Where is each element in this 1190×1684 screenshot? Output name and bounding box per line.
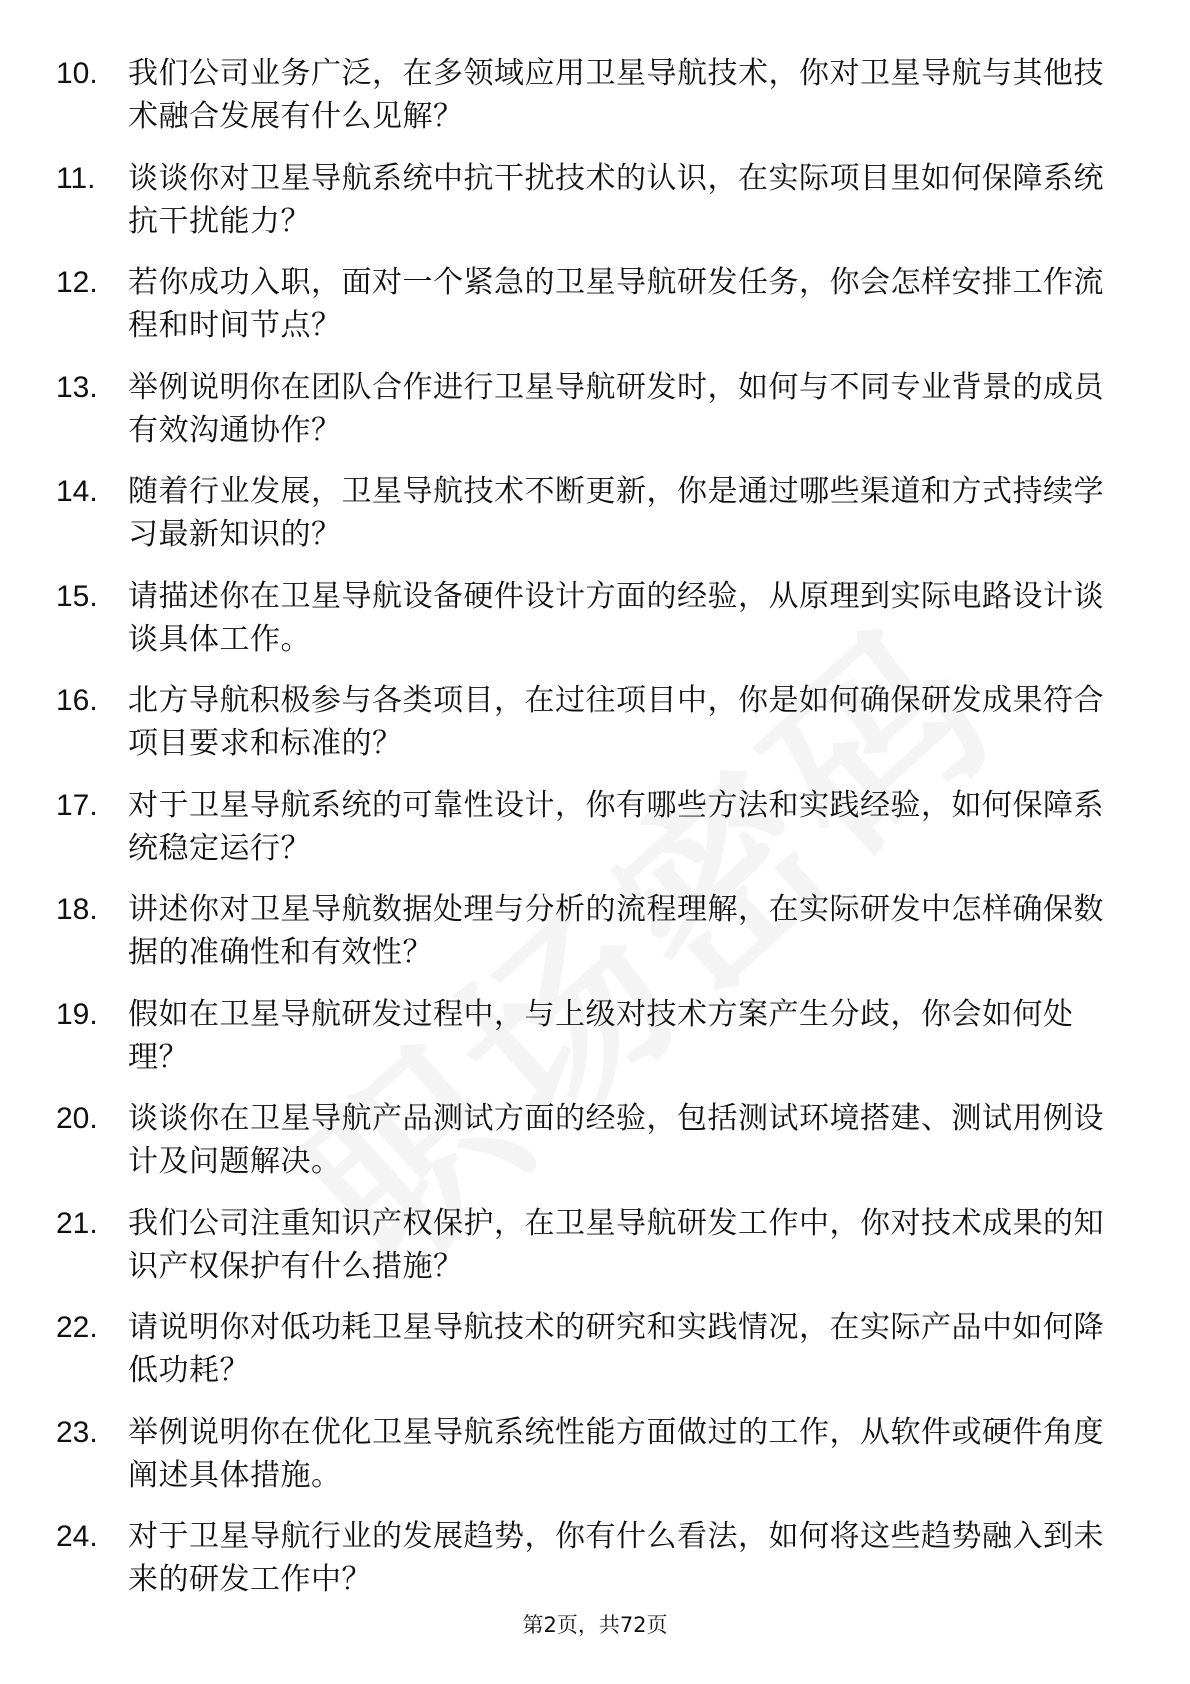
question-number: 10. xyxy=(56,57,98,90)
question-number: 16. xyxy=(56,684,98,717)
question-text: 举例说明你在优化卫星导航系统性能方面做过的工作，从软件或硬件角度阐述具体措施。 xyxy=(128,1414,1104,1493)
question-item xyxy=(0,366,1190,471)
question-item xyxy=(0,993,1190,1098)
page-number-footer: 第2页，共72页 xyxy=(522,1613,668,1637)
question-text: 请说明你对低功耗卫星导航技术的研究和实践情况，在实际产品中如何降低功耗？ xyxy=(128,1310,1104,1388)
question-item xyxy=(0,52,1190,157)
question-number: 14. xyxy=(56,475,98,508)
question-item xyxy=(0,1306,1190,1411)
question-list xyxy=(0,52,1190,1620)
question-item xyxy=(0,888,1190,993)
question-number: 12. xyxy=(56,266,98,299)
question-item xyxy=(0,679,1190,784)
question-item xyxy=(0,1411,1190,1516)
question-text: 若你成功入职，面对一个紧急的卫星导航研发任务，你会怎样安排工作流程和时间节点？ xyxy=(128,265,1104,343)
question-number: 22. xyxy=(56,1311,98,1344)
question-number: 19. xyxy=(56,997,98,1031)
question-item xyxy=(0,1097,1190,1202)
question-number: 11. xyxy=(56,161,96,195)
question-item xyxy=(0,1515,1190,1620)
question-number: 20. xyxy=(56,1102,98,1135)
question-text: 对于卫星导航系统的可靠性设计，你有哪些方法和实践经验，如何保障系统稳定运行？ xyxy=(128,787,1104,866)
question-number: 13. xyxy=(56,370,98,404)
question-item xyxy=(0,261,1190,366)
question-number: 21. xyxy=(56,1206,98,1240)
question-text: 北方导航积极参与各类项目，在过往项目中，你是如何确保研发成果符合项目要求和标准的？ xyxy=(128,683,1104,761)
question-text: 讲述你对卫星导航数据处理与分析的流程理解，在实际研发中怎样确保数据的准确性和有效性？ xyxy=(128,892,1104,970)
question-text: 我们公司注重知识产权保护，在卫星导航研发工作中，你对技术成果的知识产权保护有什么措施？ xyxy=(128,1205,1104,1284)
question-number: 23. xyxy=(56,1415,98,1449)
question-number: 18. xyxy=(56,893,98,926)
question-item xyxy=(0,157,1190,262)
question-text: 请描述你在卫星导航设备硬件设计方面的经验，从原理到实际电路设计谈谈具体工作。 xyxy=(128,578,1104,657)
question-text: 假如在卫星导航研发过程中，与上级对技术方案产生分歧，你会如何处理？ xyxy=(128,996,1074,1075)
question-text: 对于卫星导航行业的发展趋势，你有什么看法，如何将这些趋势融入到未来的研发工作中？ xyxy=(128,1519,1104,1597)
question-number: 17. xyxy=(56,788,98,822)
question-text: 谈谈你在卫星导航产品测试方面的经验，包括测试环境搭建、测试用例设计及问题解决。 xyxy=(128,1101,1104,1179)
question-number: 24. xyxy=(56,1520,98,1553)
question-text: 我们公司业务广泛，在多领域应用卫星导航技术，你对卫星导航与其他技术融合发展有什么见解？ xyxy=(128,56,1104,134)
question-item xyxy=(0,1202,1190,1307)
question-item xyxy=(0,784,1190,889)
question-item xyxy=(0,470,1190,575)
question-number: 15. xyxy=(56,579,98,613)
question-item xyxy=(0,575,1190,680)
question-text: 谈谈你对卫星导航系统中抗干扰技术的认识，在实际项目里如何保障系统抗干扰能力？ xyxy=(128,160,1104,239)
question-text: 随着行业发展，卫星导航技术不断更新，你是通过哪些渠道和方式持续学习最新知识的？ xyxy=(128,474,1104,552)
question-text: 举例说明你在团队合作进行卫星导航研发时，如何与不同专业背景的成员有效沟通协作？ xyxy=(128,369,1104,448)
